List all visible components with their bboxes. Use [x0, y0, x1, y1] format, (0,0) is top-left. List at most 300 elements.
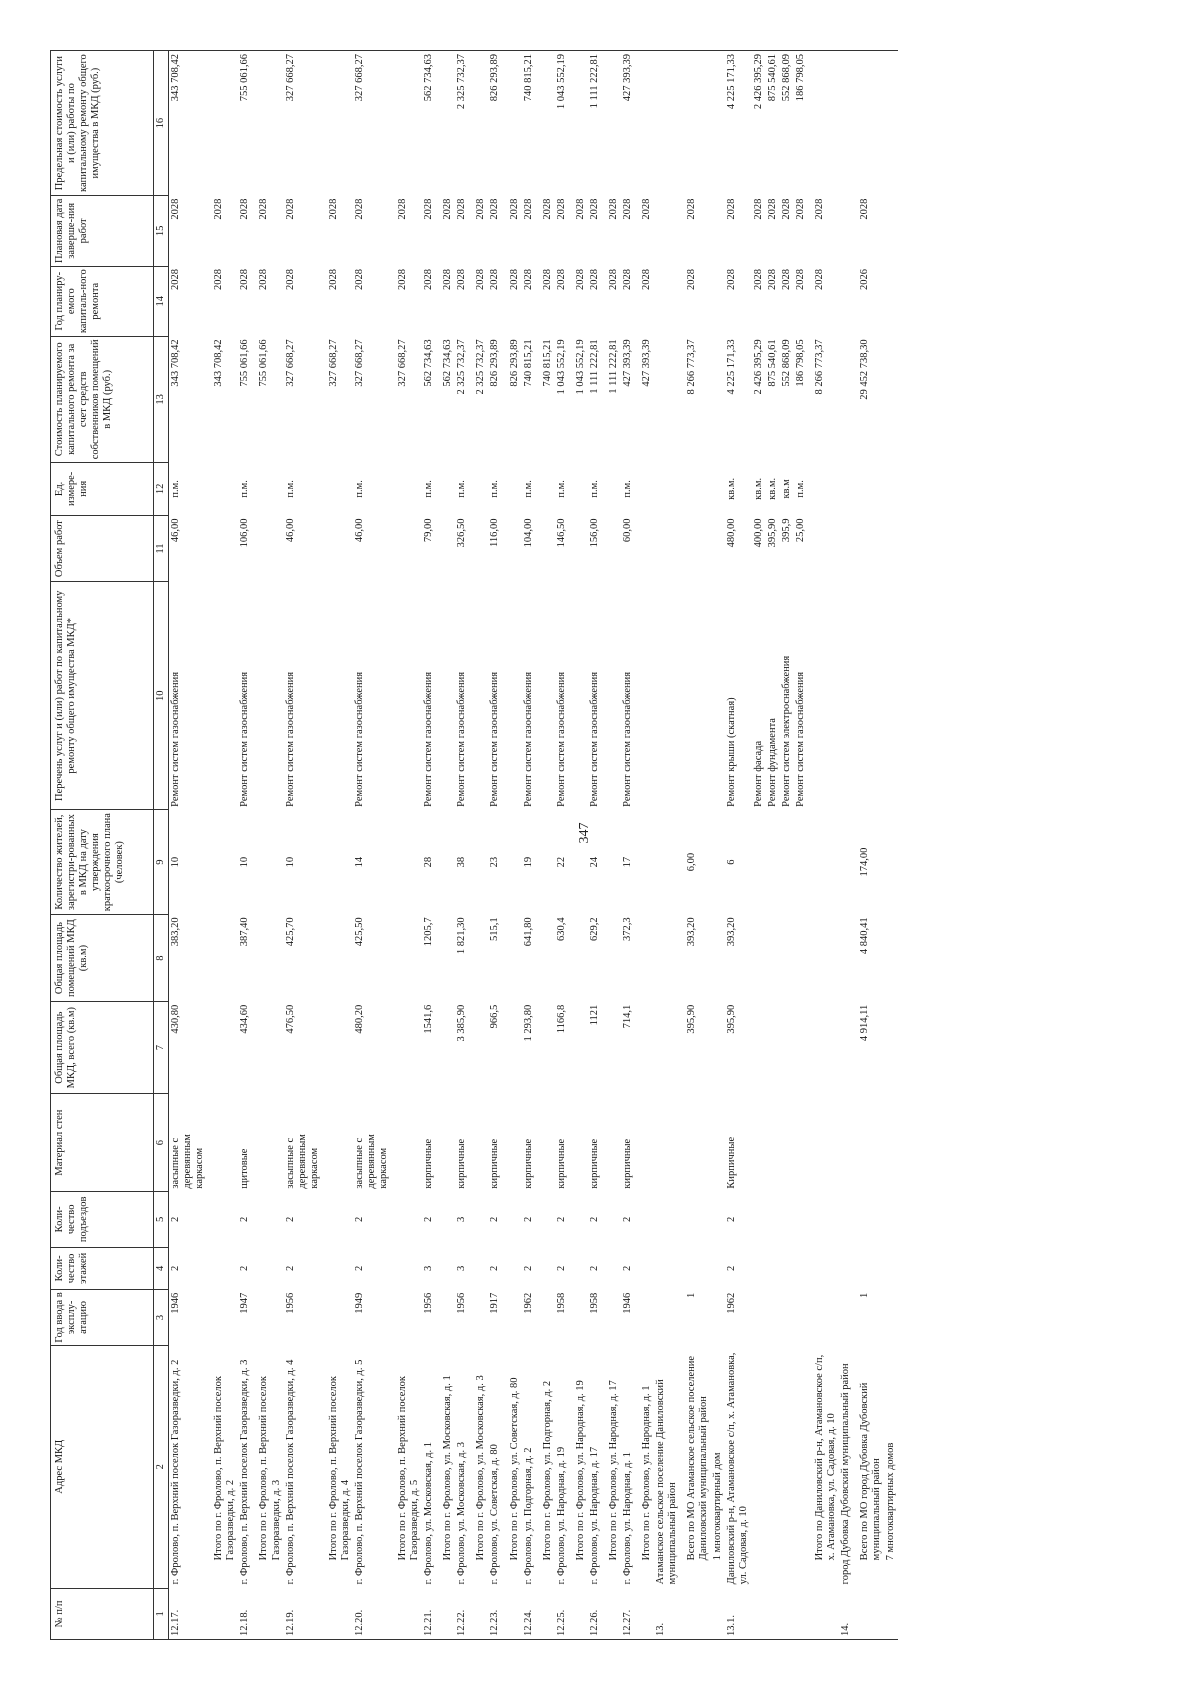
cell-residents: 17	[621, 856, 633, 868]
cell-floors	[654, 1247, 680, 1290]
cell-work-type: Ремонт крыши (скатная)	[726, 697, 738, 807]
cell-total-area	[654, 1002, 680, 1094]
cell-premises-area: 393,20	[686, 917, 698, 947]
cell-address: город Дубовка Дубовский муниципальный район	[839, 1363, 851, 1585]
cell-completion-date: 2028	[239, 198, 251, 220]
cell-unit	[602, 462, 621, 515]
cell-planned-cost: 552 868,09	[780, 339, 792, 387]
cell-completion-date: 2028	[794, 198, 806, 220]
cell-wall-material	[884, 1094, 898, 1192]
cell-address: Итого по г. Фролово, ул. Народная, д. 19	[574, 1380, 586, 1561]
cell-work-volume: 400,00	[752, 518, 764, 548]
cell-entrances	[808, 1192, 839, 1247]
column-number-6: 6	[154, 1094, 169, 1192]
cell-completion-date: 2028	[442, 198, 454, 220]
cell-total-area	[436, 1002, 455, 1094]
table-row	[422, 51, 436, 1640]
cell-year-built: 1	[686, 1292, 698, 1298]
cell-wall-material	[794, 1094, 808, 1192]
cell-work-type: Ремонт систем газоснабжения	[489, 671, 501, 807]
cell-work-type	[436, 582, 455, 810]
cell-work-volume	[391, 516, 422, 582]
cell-premises-area	[635, 914, 654, 1001]
cell-residents	[752, 810, 766, 915]
cell-wall-material	[654, 1094, 680, 1192]
cell-wall-material	[635, 1094, 654, 1192]
cell-repair-year: 2028	[794, 269, 806, 291]
cell-unit	[503, 462, 522, 515]
cell-year-built: 1949	[353, 1292, 365, 1314]
cell-unit	[711, 462, 725, 515]
cell-floors	[322, 1247, 353, 1290]
cell-year-built	[569, 1290, 588, 1345]
cell-repair-year: 2028	[588, 269, 600, 291]
cell-premises-area	[503, 914, 522, 1001]
cell-work-type	[711, 582, 725, 810]
cell-wall-material	[766, 1094, 780, 1192]
cell-year-built: 1946	[170, 1292, 182, 1314]
cell-planned-cost: 8 266 773,37	[686, 339, 698, 395]
cell-entrances	[654, 1192, 680, 1247]
cell-year-built	[252, 1290, 283, 1345]
table-row	[725, 51, 751, 1640]
cell-planned-cost: 740 815,21	[541, 339, 553, 387]
cell-residents	[252, 810, 283, 915]
cell-address: Всего по МО город Дубовка Дубовский муниципальный район	[858, 1382, 882, 1561]
cell-work-volume	[536, 516, 555, 582]
rotated-table-sheet	[50, 50, 1170, 1640]
cell-row-number	[808, 1588, 839, 1639]
cell-work-type	[808, 582, 839, 810]
cell-limit-cost	[839, 51, 853, 196]
cell-repair-year: 2028	[423, 269, 435, 291]
cell-year-built: 1947	[239, 1292, 251, 1314]
cell-row-number: 12.26.	[588, 1588, 602, 1639]
cell-address: Итого по Даниловский р-н, Атамановское с/п, х. Атамановка, ул. Садовая, д. 10	[813, 1354, 837, 1561]
table-row	[839, 51, 853, 1640]
cell-entrances: 2	[489, 1216, 501, 1222]
cell-row-number	[766, 1588, 780, 1639]
cell-planned-cost: 327 668,27	[397, 339, 409, 387]
column-header-4: Коли-чество этажей	[51, 1247, 154, 1290]
cell-residents: 19	[522, 856, 534, 868]
cell-total-area	[602, 1002, 621, 1094]
cell-residents	[391, 810, 422, 915]
cell-planned-cost: 826 293,89	[508, 339, 520, 387]
cell-wall-material	[680, 1094, 711, 1192]
cell-repair-year: 2028	[607, 269, 619, 291]
column-number-row	[154, 51, 169, 1640]
cell-repair-year: 2028	[442, 269, 454, 291]
cell-planned-cost: 2 325 732,37	[475, 339, 487, 395]
cell-unit	[391, 462, 422, 515]
cell-entrances: 2	[555, 1216, 567, 1222]
cell-completion-date: 2028	[522, 198, 534, 220]
cell-wall-material	[602, 1094, 621, 1192]
cell-unit: п.м.	[170, 480, 182, 498]
column-number-5: 5	[154, 1192, 169, 1247]
column-number-7: 7	[154, 1002, 169, 1094]
cell-year-built	[752, 1290, 766, 1345]
cell-planned-cost: 186 798,05	[794, 339, 806, 387]
cell-repair-year: 2026	[858, 269, 870, 291]
cell-work-volume: 395,9	[780, 518, 792, 543]
cell-total-area: 480,20	[353, 1004, 365, 1034]
cell-work-volume: 25,00	[794, 518, 806, 543]
cell-work-type: Ремонт систем газоснабжения	[456, 671, 468, 807]
cell-residents	[207, 810, 238, 915]
table-row	[391, 51, 422, 1640]
cell-completion-date: 2028	[475, 198, 487, 220]
table-row	[680, 51, 711, 1640]
table-row	[503, 51, 522, 1640]
cell-wall-material	[207, 1094, 238, 1192]
cell-work-type	[207, 582, 238, 810]
cell-row-number	[569, 1588, 588, 1639]
cell-floors	[635, 1247, 654, 1290]
cell-total-area	[391, 1002, 422, 1094]
cell-total-area	[207, 1002, 238, 1094]
cell-planned-cost: 1 043 552,19	[555, 339, 567, 395]
table-row	[322, 51, 353, 1640]
cell-unit: п.м.	[555, 480, 567, 498]
cell-wall-material: кирпичные	[621, 1138, 633, 1189]
cell-entrances	[469, 1192, 488, 1247]
cell-limit-cost: 1 111 222,81	[588, 51, 602, 196]
cell-planned-cost	[654, 336, 680, 462]
cell-limit-cost: 755 061,66	[238, 51, 252, 196]
table-row	[635, 51, 654, 1640]
cell-premises-area	[391, 914, 422, 1001]
cell-premises-area: 425,50	[353, 917, 365, 947]
cell-residents: 10	[239, 856, 251, 868]
cell-entrances	[884, 1192, 898, 1247]
table-row	[808, 51, 839, 1640]
cell-wall-material: кирпичные	[489, 1138, 501, 1189]
cell-planned-cost	[711, 336, 725, 462]
cell-address: Итого по г. Фролово, ул. Народная, д. 17	[607, 1380, 619, 1561]
cell-entrances	[752, 1192, 766, 1247]
cell-work-volume	[635, 516, 654, 582]
cell-limit-cost: 327 668,27	[284, 51, 322, 196]
cell-wall-material: кирпичные	[423, 1138, 435, 1189]
cell-work-type	[322, 582, 353, 810]
cell-address: г. Фролово, ул. Народная, д. 1	[621, 1452, 633, 1585]
cell-completion-date: 2028	[621, 198, 633, 220]
cell-row-number	[391, 1588, 422, 1639]
table-row	[522, 51, 536, 1640]
cell-limit-cost: 4 225 171,33	[725, 51, 751, 196]
cell-wall-material: засыпные с деревянным каркасом	[284, 1134, 320, 1189]
cell-wall-material	[711, 1094, 725, 1192]
cell-unit	[635, 462, 654, 515]
cell-floors: 2	[170, 1265, 182, 1272]
cell-work-volume	[569, 516, 588, 582]
cell-premises-area: 4 840,41	[858, 917, 870, 955]
cell-repair-year	[654, 266, 680, 336]
cell-limit-cost: 2 325 732,37	[455, 51, 469, 196]
cell-work-volume	[853, 516, 884, 582]
cell-address: г. Фролово, ул. Народная, д. 19	[555, 1446, 567, 1585]
cell-residents: 14	[353, 856, 365, 868]
cell-limit-cost: 875 540,61	[766, 51, 780, 196]
cell-address: г. Фролово, ул. Народная, д. 17	[588, 1446, 600, 1585]
table-body	[169, 51, 899, 1640]
cell-work-type	[654, 582, 680, 810]
column-header-11: Объем работ	[51, 516, 154, 582]
cell-completion-date: 2028	[752, 198, 764, 220]
cell-wall-material	[839, 1094, 853, 1192]
cell-year-built	[711, 1290, 725, 1345]
cell-entrances	[207, 1192, 238, 1247]
cell-work-volume	[469, 516, 488, 582]
cell-row-number: 13.	[654, 1588, 680, 1639]
cell-completion-date: 2028	[686, 198, 698, 220]
cell-floors	[853, 1247, 884, 1290]
cell-completion-date: 2028	[423, 198, 435, 220]
cell-work-volume: 106,00	[239, 518, 251, 548]
cell-premises-area	[252, 914, 283, 1001]
cell-entrances: 2	[170, 1216, 182, 1222]
cell-completion-date: 2028	[813, 198, 825, 220]
cell-year-built: 1946	[621, 1292, 633, 1314]
cell-unit: кв.м.	[726, 477, 738, 500]
cell-address	[794, 1345, 808, 1588]
table-row	[569, 51, 588, 1640]
cell-residents	[780, 810, 794, 915]
table-row	[169, 51, 208, 1640]
cell-planned-cost: 4 225 171,33	[726, 339, 738, 395]
cell-address: г. Фролово, ул. Подгорная, д. 2	[522, 1447, 534, 1585]
cell-address	[766, 1345, 780, 1588]
cell-address: г. Фролово, ул. Советская, д. 80	[489, 1444, 501, 1585]
cell-work-volume	[252, 516, 283, 582]
cell-completion-date: 2028	[726, 198, 738, 220]
cell-completion-date	[711, 196, 725, 266]
cell-entrances	[436, 1192, 455, 1247]
cell-residents	[794, 810, 808, 915]
cell-unit	[436, 462, 455, 515]
cell-completion-date: 2028	[213, 198, 225, 220]
cell-repair-year	[711, 266, 725, 336]
cell-premises-area	[752, 914, 766, 1001]
cell-premises-area	[780, 914, 794, 1001]
cell-residents	[536, 810, 555, 915]
cell-planned-cost: 755 061,66	[239, 339, 251, 387]
cell-entrances: 3	[456, 1216, 468, 1222]
cell-repair-year: 2028	[641, 269, 652, 291]
cell-work-volume: 146,50	[555, 518, 567, 548]
cell-completion-date: 2028	[456, 198, 468, 220]
cell-planned-cost: 2 426 395,29	[752, 339, 764, 395]
column-number-2: 2	[154, 1345, 169, 1588]
cell-unit: п.м.	[353, 480, 365, 498]
cell-planned-cost: 29 452 738,30	[858, 339, 870, 400]
cell-floors	[252, 1247, 283, 1290]
cell-entrances	[839, 1192, 853, 1247]
cell-limit-cost: 740 815,21	[522, 51, 536, 196]
cell-address: г. Фролово, п. Верхний поселок Газоразведки, д. 2	[170, 1359, 182, 1585]
cell-premises-area: 1 821,30	[456, 917, 468, 955]
cell-year-built: 1958	[555, 1292, 567, 1314]
cell-planned-cost: 2 325 732,37	[456, 339, 468, 395]
cell-year-built	[654, 1290, 680, 1345]
cell-limit-cost: 343 708,42	[169, 51, 208, 196]
cell-premises-area	[794, 914, 808, 1001]
table-row	[436, 51, 455, 1640]
cell-unit: п.м.	[522, 480, 534, 498]
column-number-11: 11	[154, 516, 169, 582]
cell-address: Итого по г. Фролово, п. Верхний поселок Газоразведки, д. 4	[327, 1376, 351, 1561]
cell-row-number: 12.22.	[455, 1588, 469, 1639]
cell-limit-cost	[680, 51, 711, 196]
cell-planned-cost: 1 111 222,81	[607, 339, 619, 394]
cell-repair-year: 2028	[284, 269, 296, 291]
cell-work-type: Ремонт систем газоснабжения	[284, 671, 296, 807]
cell-floors: 2	[353, 1265, 365, 1272]
cell-unit: п.м.	[489, 480, 501, 498]
cell-floors: 2	[489, 1265, 501, 1272]
cell-premises-area: 425,70	[284, 917, 296, 947]
cell-work-volume: 116,00	[489, 518, 501, 548]
column-header-14: Год планиру-емого капиталь-ного ремонта	[51, 266, 154, 336]
cell-total-area	[503, 1002, 522, 1094]
cell-repair-year: 2028	[475, 269, 487, 291]
cell-completion-date: 2028	[353, 198, 365, 220]
cell-completion-date	[654, 196, 680, 266]
cell-limit-cost	[207, 51, 238, 196]
cell-year-built	[794, 1290, 808, 1345]
cell-residents	[808, 810, 839, 915]
cell-completion-date: 2028	[508, 198, 520, 220]
column-number-13: 13	[154, 336, 169, 462]
cell-residents: 24	[588, 856, 600, 868]
cell-wall-material: засыпные с деревянным каркасом	[353, 1134, 389, 1189]
cell-limit-cost	[808, 51, 839, 196]
column-number-3: 3	[154, 1290, 169, 1345]
cell-planned-cost: 427 393,39	[641, 339, 652, 387]
cell-planned-cost: 1 043 552,19	[574, 339, 586, 395]
cell-row-number: 12.24.	[522, 1588, 536, 1639]
column-header-1: № п/п	[51, 1588, 154, 1639]
cell-row-number: 12.27.	[621, 1588, 635, 1639]
cell-year-built: 1962	[726, 1292, 738, 1314]
cell-address: Итого по г. Фролово, ул. Московская, д. 3	[475, 1375, 487, 1561]
cell-premises-area	[839, 914, 853, 1001]
cell-residents	[884, 810, 898, 915]
cell-entrances	[766, 1192, 780, 1247]
cell-row-number	[252, 1588, 283, 1639]
cell-repair-year: 2028	[239, 269, 251, 291]
cell-wall-material: кирпичные	[555, 1138, 567, 1189]
table-row	[588, 51, 602, 1640]
cell-premises-area: 393,20	[726, 917, 738, 947]
cell-repair-year: 2028	[813, 269, 825, 291]
cell-entrances	[794, 1192, 808, 1247]
cell-repair-year: 2028	[574, 269, 586, 291]
cell-completion-date: 2028	[170, 198, 182, 220]
cell-limit-cost: 826 293,89	[488, 51, 502, 196]
cell-address	[752, 1345, 766, 1588]
cell-row-number	[469, 1588, 488, 1639]
cell-work-type: Ремонт систем газоснабжения	[353, 671, 365, 807]
cell-year-built: 1956	[423, 1292, 435, 1314]
table-row	[469, 51, 488, 1640]
cell-address	[780, 1345, 794, 1588]
column-header-15: Плановая дата заверше-ния работ	[51, 196, 154, 266]
cell-entrances	[780, 1192, 794, 1247]
cell-completion-date: 2028	[641, 198, 652, 220]
cell-limit-cost	[654, 51, 680, 196]
cell-repair-year: 2028	[752, 269, 764, 291]
cell-work-type: Ремонт систем газоснабжения	[423, 671, 435, 807]
cell-work-volume	[654, 516, 680, 582]
cell-work-volume	[207, 516, 238, 582]
cell-total-area: 966,5	[489, 1004, 501, 1029]
cell-floors	[808, 1247, 839, 1290]
cell-residents: 6,00	[686, 852, 698, 872]
cell-work-type	[536, 582, 555, 810]
cell-limit-cost: 427 393,39	[621, 51, 635, 196]
cell-wall-material	[752, 1094, 766, 1192]
cell-unit	[207, 462, 238, 515]
cell-work-type	[569, 582, 588, 810]
cell-address: Итого по г. Фролово, ул. Народная, д. 1	[641, 1385, 652, 1561]
cell-repair-year: 2028	[170, 269, 182, 291]
cell-residents	[839, 810, 853, 915]
cell-premises-area	[808, 914, 839, 1001]
cell-wall-material: кирпичные	[522, 1138, 534, 1189]
cell-total-area: 395,90	[686, 1004, 698, 1034]
cell-row-number	[503, 1588, 522, 1639]
cell-repair-year: 2028	[621, 269, 633, 291]
cell-year-built	[207, 1290, 238, 1345]
cell-limit-cost	[602, 51, 621, 196]
cell-floors	[503, 1247, 522, 1290]
cell-wall-material	[391, 1094, 422, 1192]
cell-entrances: 2	[239, 1216, 251, 1222]
cell-limit-cost	[853, 51, 884, 196]
cell-year-built	[839, 1290, 853, 1345]
cell-planned-cost: 327 668,27	[327, 339, 339, 387]
cell-planned-cost: 875 540,61	[766, 339, 778, 387]
cell-planned-cost: 562 734,63	[423, 339, 435, 387]
cell-completion-date: 2028	[489, 198, 501, 220]
cell-repair-year: 2028	[686, 269, 698, 291]
cell-address: Атаманское сельское поселение Даниловский муниципальный район	[655, 1379, 679, 1585]
cell-row-number	[794, 1588, 808, 1639]
table-row	[884, 51, 898, 1640]
cell-limit-cost	[569, 51, 588, 196]
cell-floors	[602, 1247, 621, 1290]
cell-floors: 2	[726, 1265, 738, 1272]
cell-planned-cost: 740 815,21	[522, 339, 534, 387]
cell-address: Итого по г. Фролово, п. Верхний поселок Газоразведки, д. 3	[258, 1376, 282, 1561]
cell-completion-date: 2028	[284, 198, 296, 220]
column-number-9: 9	[154, 810, 169, 915]
cell-entrances: 2	[284, 1216, 296, 1222]
cell-work-volume: 79,00	[423, 518, 435, 543]
cell-premises-area	[569, 914, 588, 1001]
cell-repair-year: 2028	[353, 269, 365, 291]
cell-work-volume	[602, 516, 621, 582]
column-header-2: Адрес МКД	[51, 1345, 154, 1588]
cell-year-built	[884, 1290, 898, 1345]
cell-work-volume: 46,00	[284, 518, 296, 543]
cell-unit: п.м.	[284, 480, 296, 498]
cell-row-number	[853, 1588, 884, 1639]
table-row	[353, 51, 391, 1640]
